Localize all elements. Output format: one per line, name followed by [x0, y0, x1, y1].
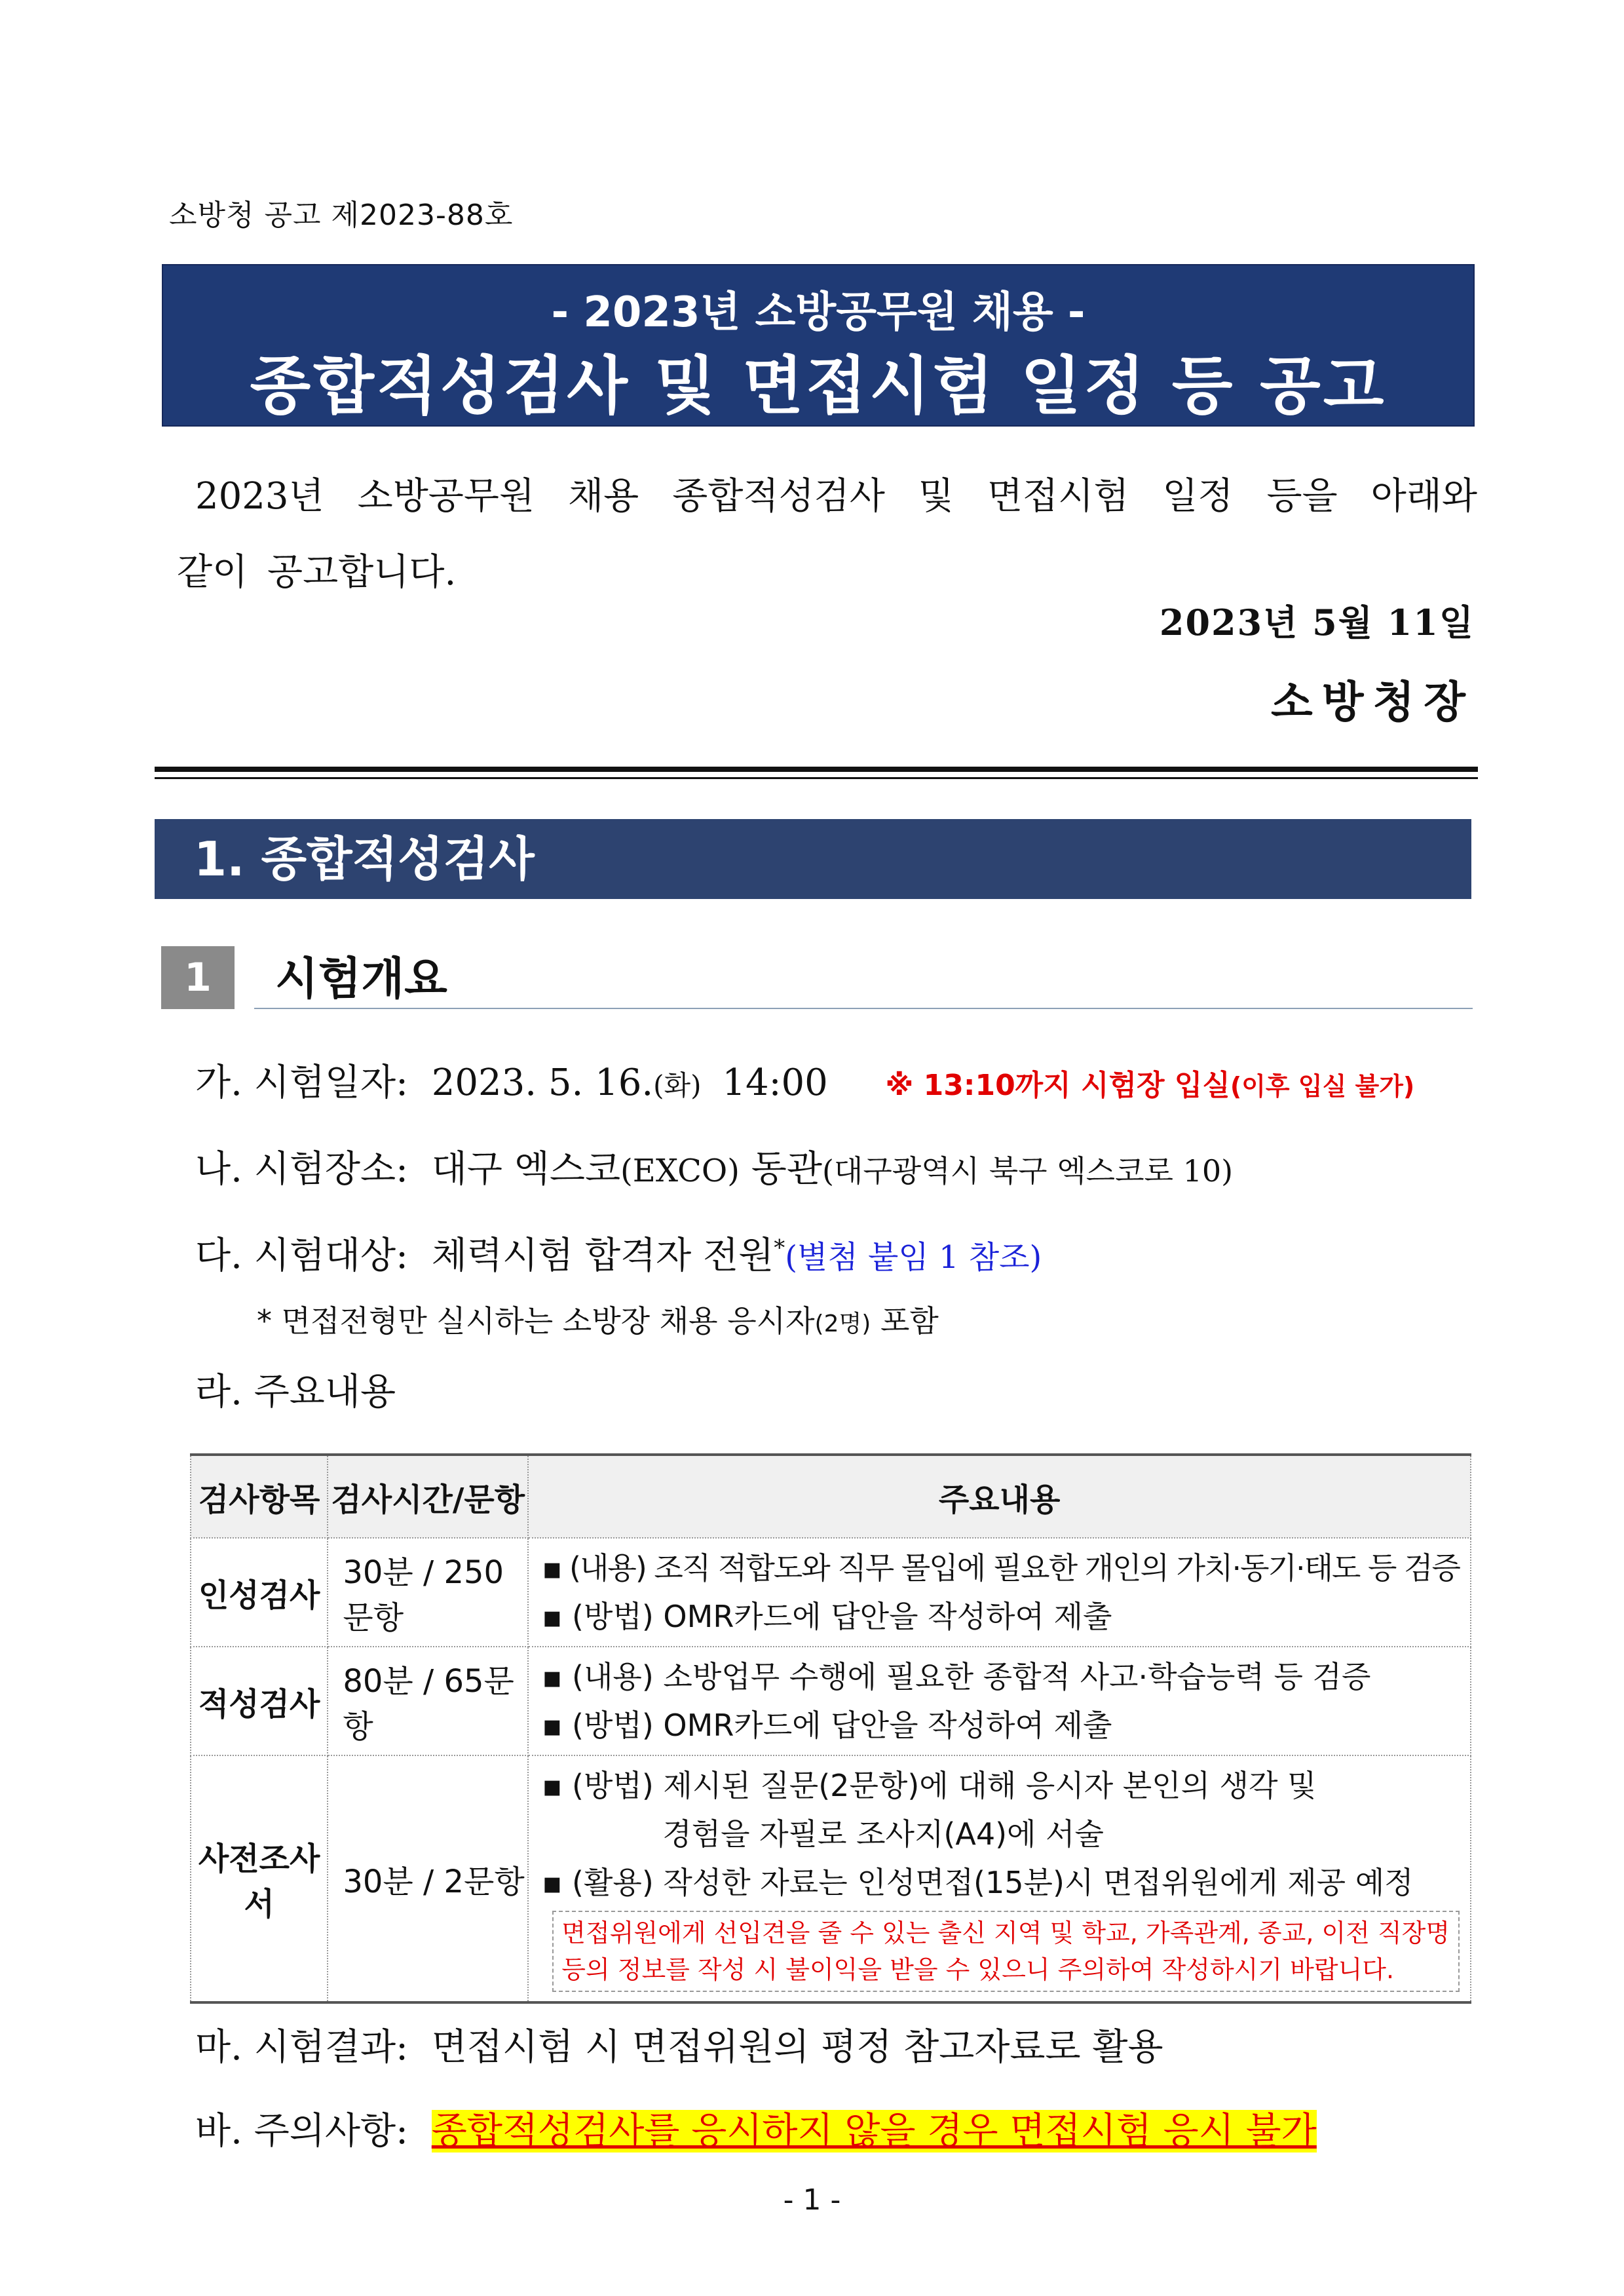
table-header-row — [191, 1455, 1471, 1538]
table-header: 검사항목 — [191, 1455, 328, 1538]
row-line: ▪ (방법) OMR카드에 답안을 작성하여 제출 — [542, 1708, 1112, 1743]
content-table — [190, 1453, 1471, 2004]
table-header: 검사시간/문항 — [328, 1455, 528, 1538]
warning-box — [552, 1911, 1460, 1992]
notice-number: 소방청 공고 제2023-88호 — [169, 199, 514, 232]
item-main-content: 라. 주요내용 — [195, 1371, 396, 1413]
page-number: - 1 - — [783, 2183, 841, 2217]
exam-date-day: (화) — [653, 1069, 702, 1101]
warning-line: 면접위원에게 선입견을 줄 수 있는 출신 지역 및 학교, 가족관계, 종교, 이전 직장명 — [561, 1919, 1450, 1947]
subsection-title: 시험개요 — [275, 953, 447, 1005]
intro-line-1: 2023년 소방공무원 채용 종합적성검사 및 면접시험 일정 등을 아래와 — [195, 475, 1477, 518]
item-exam-date — [195, 1054, 1414, 1106]
exam-date-value: 2023. 5. 16. — [431, 1062, 654, 1104]
row-line: ▪ (내용) 조직 적합도와 직무 몰입에 필요한 개인의 가치·동기·태도 등 검증 — [542, 1550, 1460, 1586]
title-heading: 종합적성검사 및 면접시험 일정 등 공고 — [250, 349, 1387, 423]
exam-place-address: (대구광역시 북구 엑스코로 10) — [821, 1153, 1234, 1189]
table-header: 주요내용 — [528, 1455, 1471, 1538]
caution-value: 종합적성검사를 응시하지 않을 경우 면접시험 응시 불가 — [431, 2110, 1317, 2152]
title-subheading: - 2023년 소방공무원 채용 - — [551, 288, 1086, 337]
row-line: ▪ (내용) 소방업무 수행에 필요한 종합적 사고·학습능력 등 검증 — [542, 1659, 1371, 1694]
exam-target-note-count: (2명) — [814, 1311, 871, 1337]
exam-place-paren: (EXCO) — [620, 1153, 740, 1189]
caution-label: 바. 주의사항: — [195, 2110, 408, 2152]
row-time: 80분 / 65문항 — [328, 1647, 528, 1755]
item-exam-target — [195, 1227, 1042, 1279]
exam-target-note-end: 포함 — [880, 1303, 939, 1339]
arrival-note-paren: (이후 입실 불가) — [1230, 1072, 1415, 1101]
divider-thick — [155, 767, 1478, 772]
exam-target-value: 체력시험 합격자 전원 — [431, 1234, 774, 1277]
exam-result-value: 면접시험 시 면접위원의 평정 참고자료로 활용 — [431, 2026, 1163, 2069]
intro-line-2: 같이 공고합니다. — [177, 551, 457, 594]
exam-result-label: 마. 시험결과: — [195, 2026, 408, 2069]
row-content — [528, 1755, 1471, 2002]
row-line: 경험을 자필로 조사지(A4)에 서술 — [662, 1816, 1104, 1852]
row-content — [528, 1647, 1471, 1755]
row-line: ▪ (방법) OMR카드에 답안을 작성하여 제출 — [542, 1599, 1112, 1634]
exam-place-value: 대구 엑스코 — [431, 1148, 621, 1191]
exam-place-label: 나. 시험장소: — [195, 1148, 408, 1191]
exam-date-time: 14:00 — [722, 1062, 828, 1104]
subsection-underline — [254, 1008, 1473, 1009]
row-name: 적성검사 — [191, 1647, 328, 1755]
row-line: ▪ (방법) 제시된 질문(2문항)에 대해 응시자 본인의 생각 및 — [542, 1768, 1317, 1803]
item-exam-place — [195, 1140, 1233, 1193]
table-row — [191, 1755, 1471, 2002]
notice-date: 2023년 5월 11일 — [1159, 602, 1475, 643]
row-content — [528, 1538, 1471, 1647]
table-row — [191, 1647, 1471, 1755]
row-time: 30분 / 250문항 — [328, 1538, 528, 1647]
exam-target-star: * — [774, 1234, 785, 1261]
signer: 소방청장 — [1270, 676, 1475, 727]
row-name: 사전조사서 — [191, 1755, 328, 2002]
exam-target-note — [257, 1297, 939, 1341]
item-exam-result — [195, 2018, 1163, 2071]
row-name: 인성검사 — [191, 1538, 328, 1647]
section-title: 1. 종합적성검사 — [155, 819, 1471, 899]
exam-place-hall: 동관 — [751, 1148, 822, 1191]
subsection-number: 1 — [161, 946, 235, 1009]
table-row — [191, 1538, 1471, 1647]
title-banner — [162, 264, 1475, 427]
row-line: ▪ (활용) 작성한 자료는 인성면접(15분)시 면접위원에게 제공 예정 — [542, 1865, 1414, 1900]
exam-target-note-text: * 면접전형만 실시하는 소방장 채용 응시자 — [257, 1303, 815, 1339]
item-caution — [195, 2102, 1317, 2154]
arrival-note: ※ 13:10까지 시험장 입실 — [885, 1069, 1230, 1102]
row-time: 30분 / 2문항 — [328, 1755, 528, 2002]
exam-target-reference: (별첨 붙임 1 참조) — [785, 1239, 1042, 1276]
exam-target-label: 다. 시험대상: — [195, 1234, 408, 1277]
divider-thin — [155, 777, 1478, 779]
exam-date-label: 가. 시험일자: — [195, 1062, 408, 1104]
warning-line: 등의 정보를 작성 시 불이익을 받을 수 있으니 주의하여 작성하시기 바랍니다. — [561, 1955, 1395, 1984]
intro-paragraph — [177, 459, 1477, 611]
